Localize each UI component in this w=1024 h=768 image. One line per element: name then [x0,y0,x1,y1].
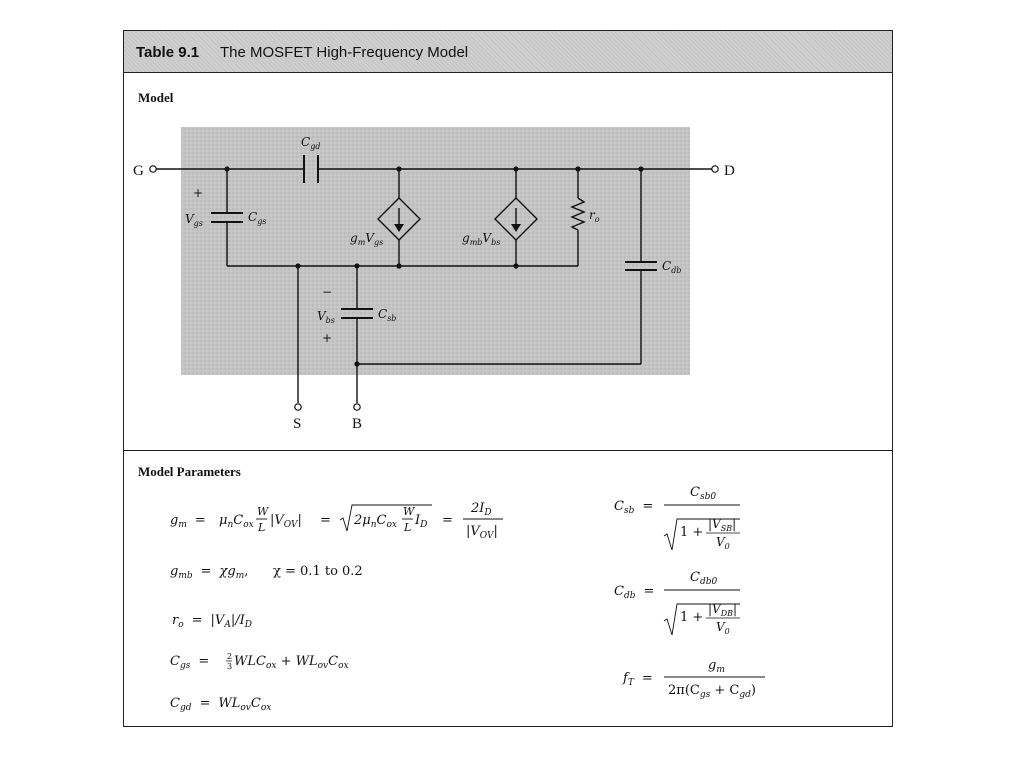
source-label: S [293,416,302,432]
vbs-label: $V_{bs}$ [317,309,335,325]
svg-text:2: 2 [227,652,233,661]
cgs-label: $C_{gs}$ [248,210,267,226]
svg-text:WLCox + WLovCox: $WLC_{ox} + WL_{ov}C_{ox}$ [234,654,349,671]
svg-text:V0: $V_0$ [716,535,730,551]
svg-text:L: L [404,521,412,534]
section-model-label: Model [138,90,174,105]
section-params-label: Model Parameters [138,464,241,479]
gmb-equation [170,564,363,581]
svg-text:|VOV|: $|V_{OV}|$ [466,524,498,541]
svg-text:|VSB|: $|V_{SB}|$ [708,517,737,533]
ro-label: $r_o$ [589,208,600,224]
svg-text:W: W [257,505,269,518]
svg-text:gm=: $g_m$ = [170,513,206,530]
svg-text:=: = [442,513,453,528]
vbs-plus: + [322,331,333,345]
drain-label: D [724,163,735,179]
svg-text:|VDB|: $|V_{DB}|$ [708,602,738,618]
svg-text:Cdb=: $C_{db}$ = [614,584,655,601]
svg-text:gm: $g_m$ [708,658,725,675]
gm-source-label: $g_mV_{gs}$ [350,231,384,247]
cgd-equation [170,696,271,713]
svg-text:|VOV|: $|V_{OV}|$ [270,513,302,530]
svg-text:μnCox: $\mu_nC_{ox}$ [219,513,254,530]
gate-label: G [133,163,144,179]
svg-text:ID: $I_D$ [415,513,428,530]
svg-text:=: = [320,513,331,528]
cgs-equation [170,652,349,671]
vbs-minus: − [322,285,333,299]
svg-text:Csb=: $C_{sb}$ = [614,499,654,516]
svg-text:2π(Cgs + Cgd): $2\pi(C_{gs} + C_{gd})$ [668,683,756,700]
svg-text:2μnCox: $2\mu_nC_{ox}$ [354,513,397,530]
gmb-source-label: $g_{mb}V_{bs}$ [462,231,501,247]
vgs-label: $V_{gs}$ [185,212,203,228]
body-label: B [352,416,363,432]
svg-text:ro=|VA|/ID: $r_o = |V_A|/I_D$ [172,613,252,630]
gm-equation [170,501,503,541]
csb-label: $C_{sb}$ [378,307,397,323]
svg-text:2ID: $2I_D$ [471,501,492,518]
cgd-label: $C_{gd}$ [301,135,321,151]
svg-text:1 +: 1 + [680,610,704,625]
svg-text:Cgd=WLovCox: $C_{gd} = WL_{ov}C_{ox}$ [170,696,272,713]
svg-text:L: L [258,521,266,534]
svg-text:W: W [403,505,415,518]
svg-text:3: 3 [227,662,233,671]
cdb-equation [614,570,740,636]
cdb-label: $C_{db}$ [662,259,682,275]
vgs-plus: + [193,186,204,200]
table-number: Table 9.1 [136,44,200,61]
table-title: The MOSFET High-Frequency Model [220,44,469,61]
svg-text:Cdb0: $C_{db0}$ [690,570,718,587]
svg-text:V0: $V_0$ [716,620,730,636]
svg-text:1 +: 1 + [680,525,704,540]
svg-text:gmb=χgm,: $g_{mb} = \chi g_m$, [170,564,249,581]
svg-text:χ = 0.1 to 0.2: χ = 0.1 to 0.2 [273,564,363,579]
csb-equation [614,485,740,551]
ro-equation [172,613,252,630]
svg-text:fT=: $f_T$ = [623,671,653,688]
svg-text:Csb0: $C_{sb0}$ [690,485,717,502]
ft-equation [622,658,765,700]
svg-text:Cgs=: $C_{gs}$ = [170,654,210,671]
